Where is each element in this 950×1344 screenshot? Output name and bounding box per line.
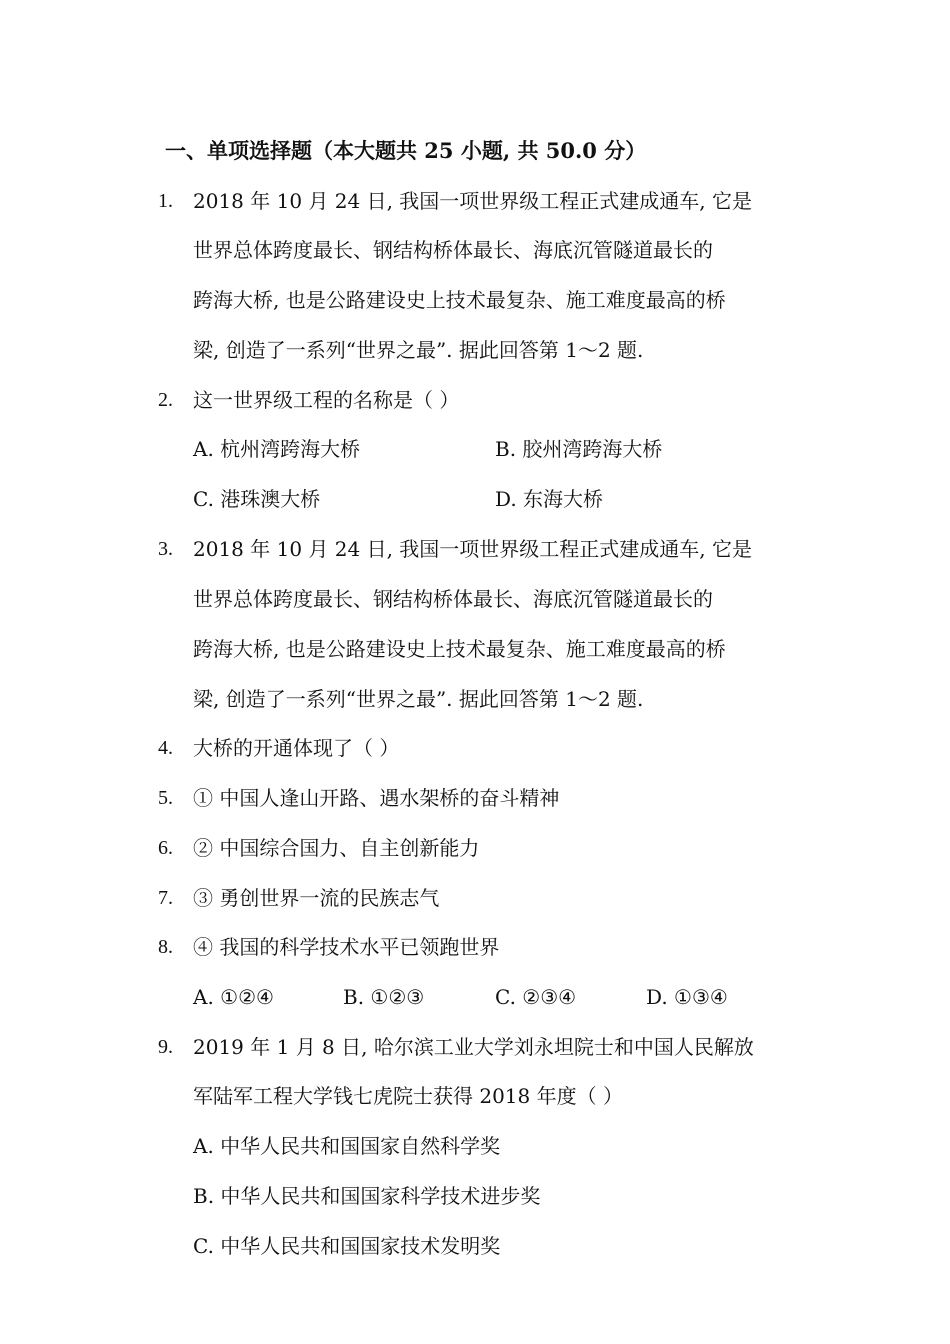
question-stem: 这一世界级工程的名称是（ ） xyxy=(193,388,460,412)
option-a[interactable]: A. 中华人民共和国国家自然科学奖 xyxy=(193,1134,501,1158)
option-a[interactable]: A. 杭州湾跨海大桥 xyxy=(193,437,361,461)
question-stem: 大桥的开通体现了（ ） xyxy=(193,736,400,760)
question-text-line: 跨海大桥, 也是公路建设史上技术最复杂、施工难度最高的桥 xyxy=(193,288,726,312)
option-c[interactable]: C. 中华人民共和国国家技术发明奖 xyxy=(193,1234,501,1258)
question-text-line: 2019 年 1 月 8 日, 哈尔滨工业大学刘永坦院士和中国人民解放 xyxy=(193,1035,754,1059)
question-text-line: 2018 年 10 月 24 日, 我国一项世界级工程正式建成通车, 它是 xyxy=(193,189,753,213)
option-b[interactable]: B. 胶州湾跨海大桥 xyxy=(495,437,663,461)
question-text-line: 世界总体跨度最长、钢结构桥体最长、海底沉管隧道最长的 xyxy=(193,238,713,262)
question-number: 3. xyxy=(158,538,173,560)
question-text-line: 梁, 创造了一系列“世界之最”. 据此回答第 1～2 题. xyxy=(193,338,644,362)
question-text-line: 2018 年 10 月 24 日, 我国一项世界级工程正式建成通车, 它是 xyxy=(193,537,753,561)
question-number: 7. xyxy=(158,887,173,909)
question-stem: ① 中国人逢山开路、遇水架桥的奋斗精神 xyxy=(193,786,560,810)
question-number: 8. xyxy=(158,936,173,958)
option-b[interactable]: B. ①②③ xyxy=(343,985,425,1009)
option-b[interactable]: B. 中华人民共和国国家科学技术进步奖 xyxy=(193,1184,541,1208)
question-number: 9. xyxy=(158,1036,173,1058)
option-c[interactable]: C. 港珠澳大桥 xyxy=(193,487,321,511)
option-a[interactable]: A. ①②④ xyxy=(193,985,274,1009)
question-number: 5. xyxy=(158,787,173,809)
question-stem: ③ 勇创世界一流的民族志气 xyxy=(193,886,440,910)
question-text-line: 世界总体跨度最长、钢结构桥体最长、海底沉管隧道最长的 xyxy=(193,587,713,611)
question-number: 2. xyxy=(158,389,173,411)
option-d[interactable]: D. 东海大桥 xyxy=(495,487,604,511)
question-text-line: 军陆军工程大学钱七虎院士获得 2018 年度（ ） xyxy=(193,1084,623,1108)
option-c[interactable]: C. ②③④ xyxy=(495,985,577,1009)
question-number: 4. xyxy=(158,737,173,759)
question-number: 1. xyxy=(158,190,173,212)
option-d[interactable]: D. ①③④ xyxy=(646,985,728,1009)
question-stem: ② 中国综合国力、自主创新能力 xyxy=(193,836,480,860)
question-stem: ④ 我国的科学技术水平已领跑世界 xyxy=(193,935,500,959)
question-number: 6. xyxy=(158,837,173,859)
question-text-line: 跨海大桥, 也是公路建设史上技术最复杂、施工难度最高的桥 xyxy=(193,637,726,661)
question-text-line: 梁, 创造了一系列“世界之最”. 据此回答第 1～2 题. xyxy=(193,687,644,711)
section-title: 一、单项选择题（本大题共 25 小题, 共 50.0 分） xyxy=(165,138,647,163)
